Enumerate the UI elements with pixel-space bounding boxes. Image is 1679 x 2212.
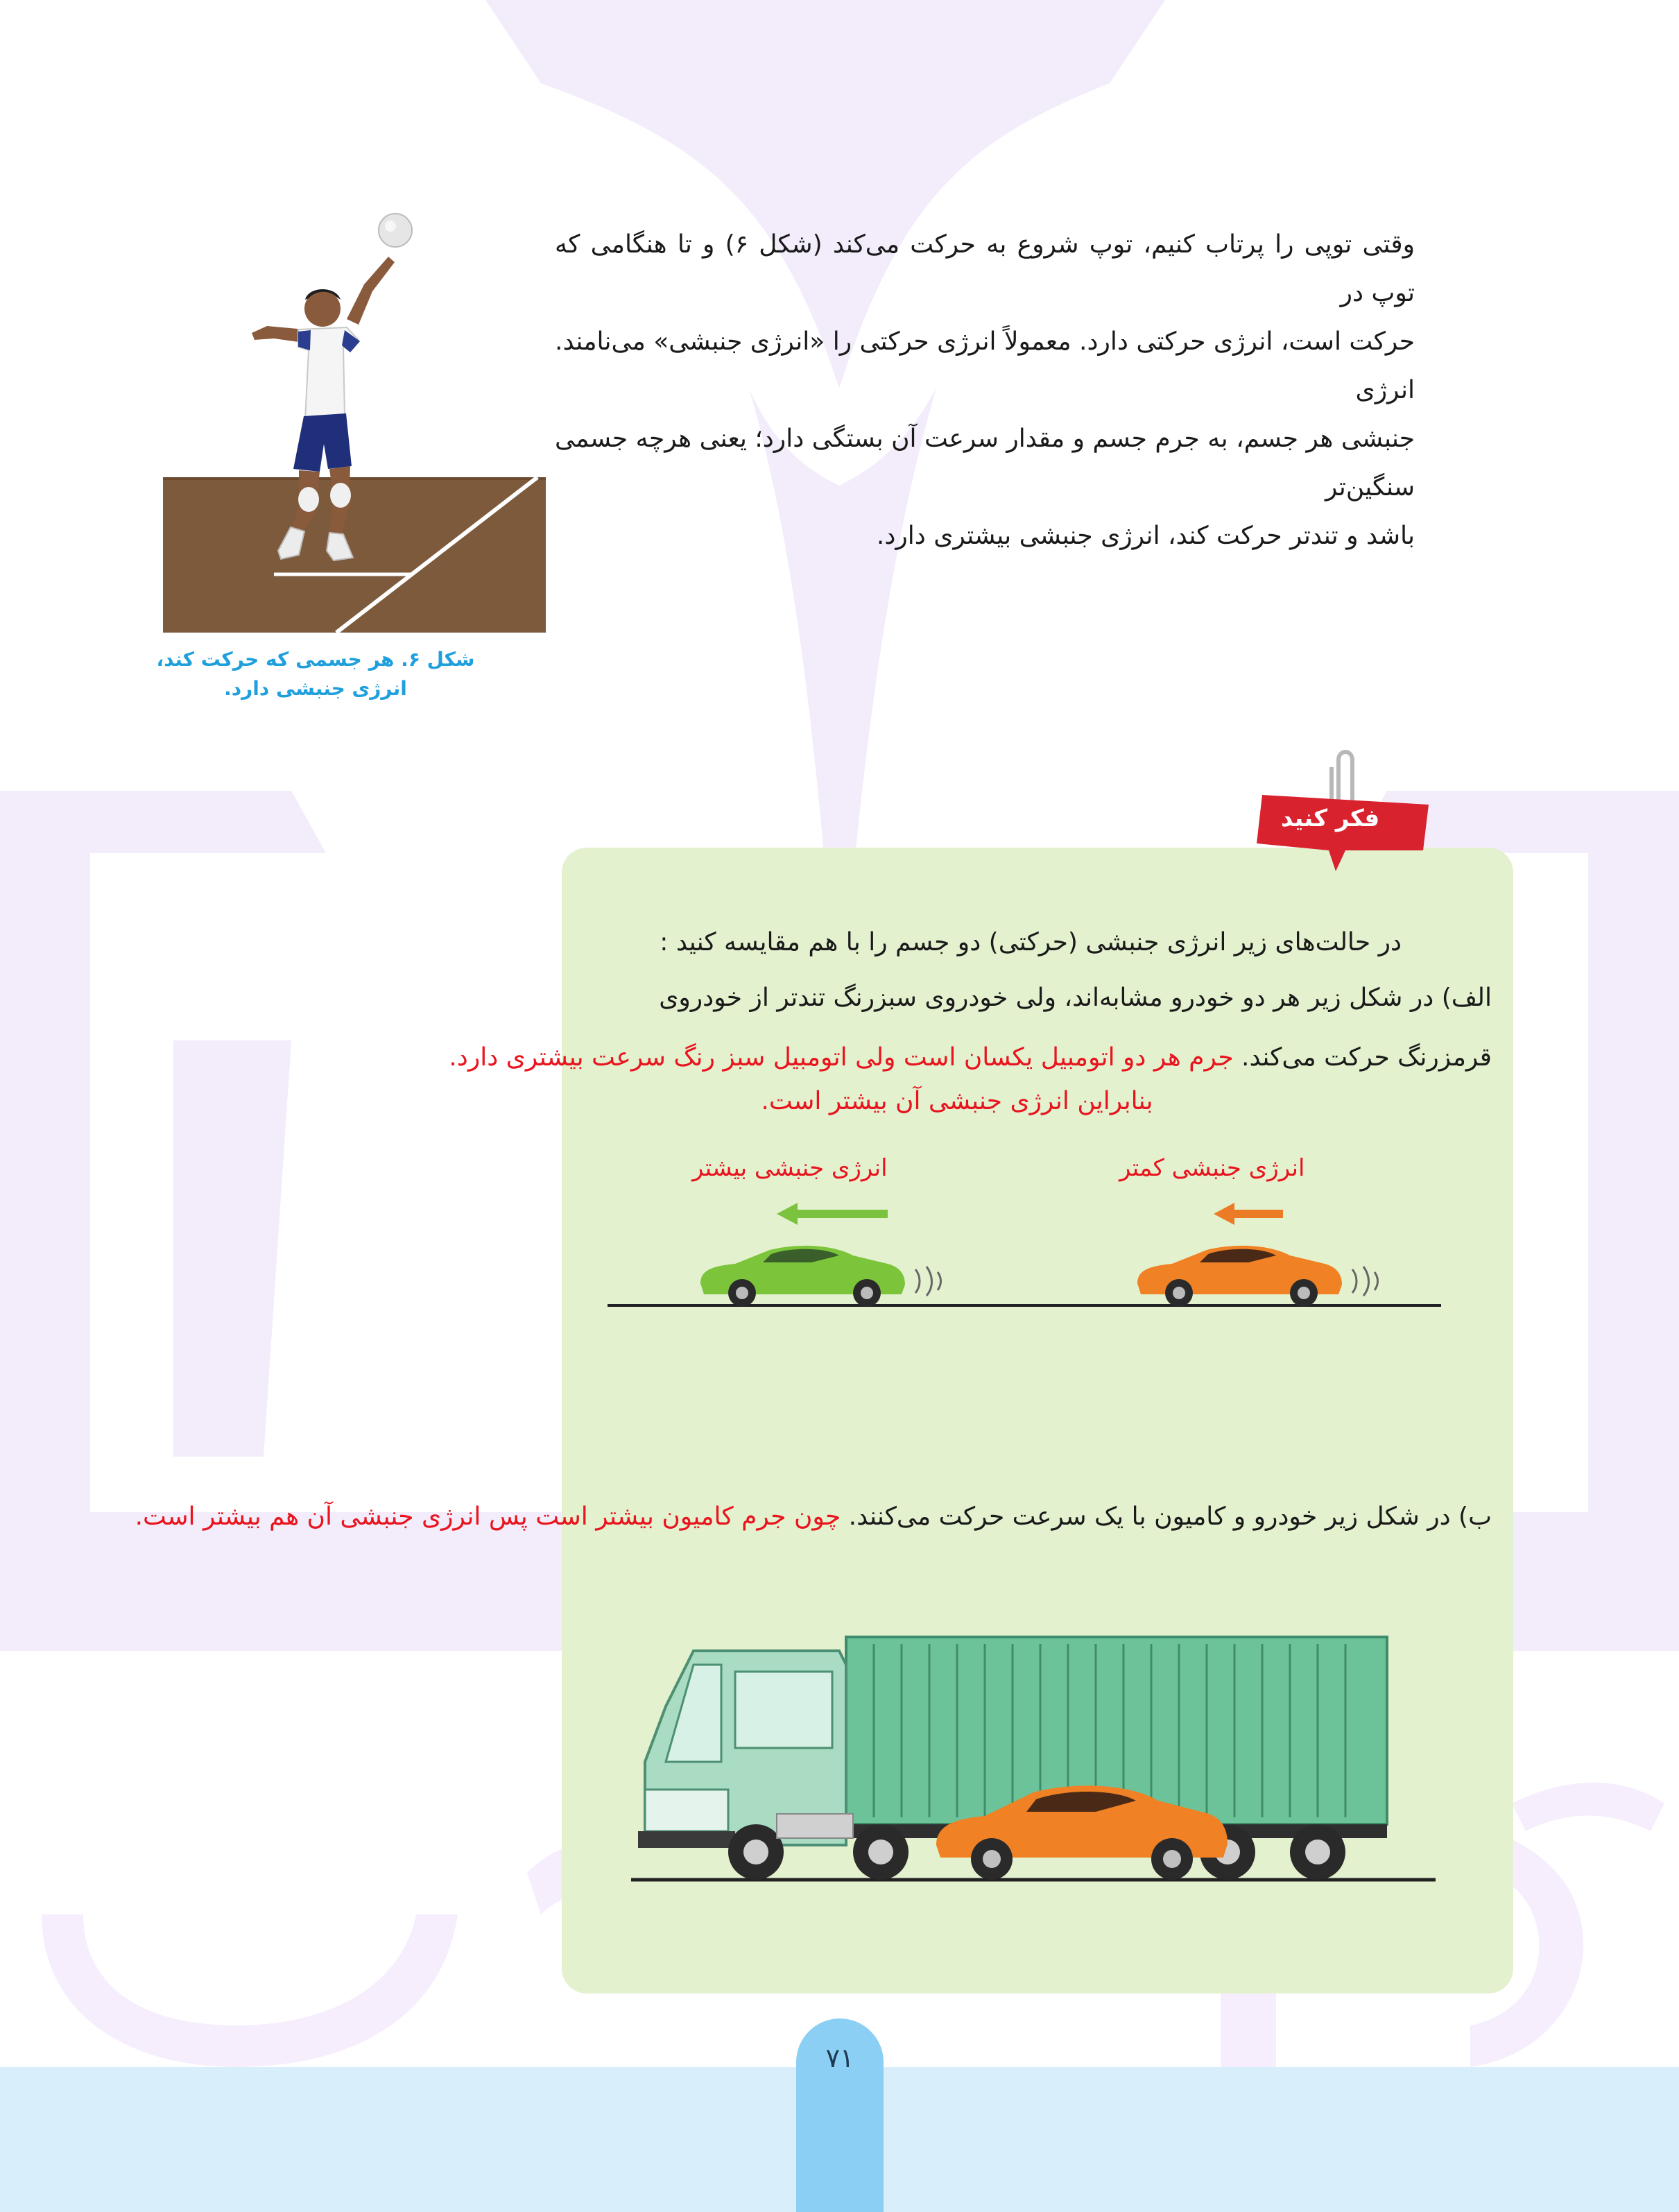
label-more-kinetic: انرژی جنبشی بیشتر <box>692 1154 888 1182</box>
intro-line-3: جنبشی هر جسم، به جرم جسم و مقدار سرعت آن بستگی دارد؛ یعنی هرچه جسمی سنگین‌تر <box>555 425 1415 501</box>
orange-speed-arrow-icon <box>1214 1203 1283 1225</box>
intro-line-1: وقتی توپی را پرتاب کنیم، توپ شروع به حرکت می‌کند (شکل ۶) و تا هنگامی که توپ در <box>555 230 1415 307</box>
part-b-answer: چون جرم کامیون بیشتر است پس انرژی جنبشی آن هم بیشتر است. <box>135 1502 849 1531</box>
think-badge-label: فکر کنید <box>1280 805 1380 832</box>
part-b-question: ب) در شکل زیر خودرو و کامیون با یک سرعت حرکت می‌کنند. <box>848 1502 1492 1531</box>
page-number: ۷۱ <box>825 2043 854 2073</box>
label-less-kinetic: انرژی جنبشی کمتر <box>1119 1154 1305 1182</box>
intro-line-4: باشد و تندتر حرکت کند، انرژی جنبشی بیشتری دارد. <box>876 522 1415 550</box>
volleyball-player-illustration <box>163 208 546 633</box>
green-speed-arrow-icon <box>777 1203 888 1225</box>
truck-and-car-illustration <box>617 1623 1449 1901</box>
cars-comparison-illustration <box>589 1200 1477 1325</box>
intro-line-2: حرکت است، انرژی حرکتی دارد. معمولاً انرژی حرکتی را «انرژی جنبشی» می‌نامند. انرژی <box>555 327 1415 404</box>
orange-car-icon <box>1137 1246 1378 1307</box>
part-a-line-1: الف) در شکل زیر هر دو خودرو مشابه‌اند، ولی خودروی سبزرنگ تندتر از خودروی <box>659 984 1492 1012</box>
figure-6-volleyball-player <box>163 208 546 633</box>
part-a-answer-2: بنابراین انرژی جنبشی آن بیشتر است. <box>761 1087 1153 1115</box>
part-a-line-2 <box>449 1043 1492 1072</box>
part-b-line <box>135 1502 1492 1531</box>
think-prompt: در حالت‌های زیر انرژی جنبشی (حرکتی) دو جسم را با هم مقایسه کنید : <box>660 928 1402 957</box>
figure-6-caption <box>156 645 475 703</box>
intro-paragraph <box>555 221 1415 560</box>
part-a-answer-1: جرم هر دو اتومبیل یکسان است ولی اتومبیل سبز رنگ سرعت بیشتری دارد. <box>449 1043 1242 1072</box>
part-a-question-end: قرمزرنگ حرکت می‌کند. <box>1241 1043 1492 1072</box>
green-car-icon <box>700 1246 941 1307</box>
caption-line-1: شکل ۶. هر جسمی که حرکت کند، <box>156 648 475 671</box>
caption-line-2: انرژی جنبشی دارد. <box>224 677 407 700</box>
